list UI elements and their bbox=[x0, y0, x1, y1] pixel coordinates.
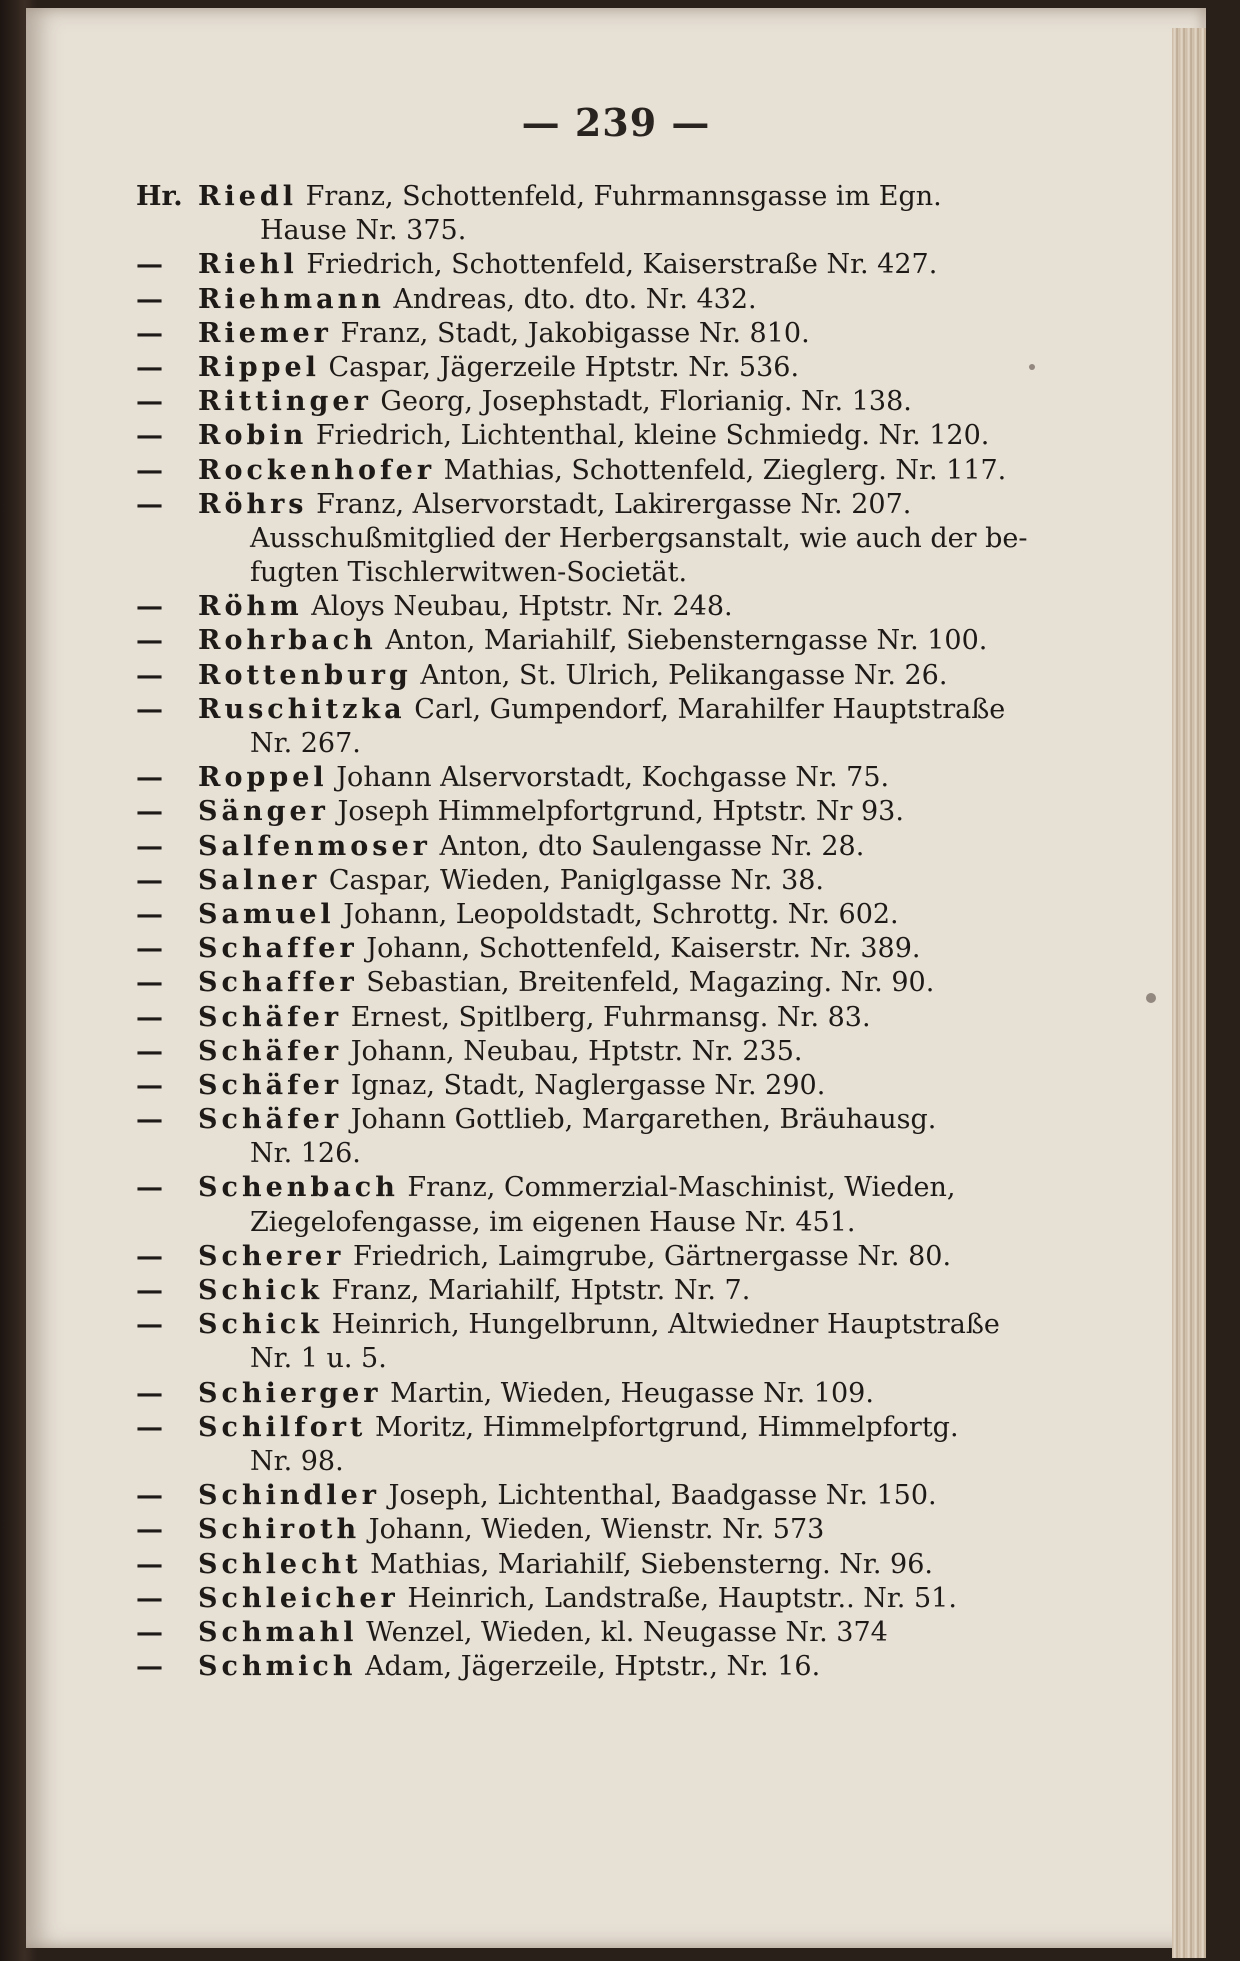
entry-surname: Schilfort bbox=[198, 1411, 367, 1443]
ditto-dash: — bbox=[136, 1104, 163, 1136]
entry-surname: Roppel bbox=[198, 762, 328, 794]
directory-entry bbox=[136, 898, 1096, 932]
entry-surname: Schaffer bbox=[198, 933, 358, 965]
directory-entry bbox=[136, 1616, 1096, 1650]
ditto-dash: — bbox=[136, 830, 163, 862]
entry-continuation: Nr. 1 u. 5. bbox=[250, 1343, 387, 1375]
directory-entry bbox=[136, 180, 1096, 214]
directory-entry bbox=[136, 932, 1096, 966]
entry-continuation: Nr. 267. bbox=[250, 728, 361, 759]
entry-details: Carl, Gumpendorf, Marahilfer Hauptstraße bbox=[414, 693, 1006, 725]
entry-surname: Rittinger bbox=[198, 386, 372, 418]
ditto-dash: — bbox=[136, 317, 163, 349]
entry-details: Franz, Mariahilf, Hptstr. Nr. 7. bbox=[331, 1275, 751, 1306]
entry-surname: Schaffer bbox=[198, 967, 358, 999]
entry-continuation: Nr. 126. bbox=[250, 1138, 361, 1170]
ditto-dash: — bbox=[136, 249, 163, 281]
entry-surname: Riehmann bbox=[198, 283, 385, 315]
ditto-dash: — bbox=[136, 693, 163, 725]
ink-spot bbox=[1146, 993, 1156, 1003]
directory-entry bbox=[136, 795, 1096, 829]
entry-details: Heinrich, Landstraße, Hauptstr.. Nr. 51. bbox=[407, 1582, 957, 1614]
directory-entry bbox=[136, 317, 1096, 351]
entry-details: Johann Alservorstadt, Kochgasse Nr. 75. bbox=[336, 762, 890, 794]
ditto-dash: — bbox=[136, 898, 163, 930]
entry-details: Franz, Commerzial-Maschinist, Wieden, bbox=[407, 1172, 956, 1204]
entry-details: Sebastian, Breitenfeld, Magazing. Nr. 90. bbox=[366, 967, 935, 999]
entry-details: Johann, Wieden, Wienstr. Nr. 573 bbox=[368, 1514, 825, 1546]
entry-surname: Riehl bbox=[198, 249, 298, 281]
ditto-dash: — bbox=[136, 967, 163, 999]
entry-details: Mathias, Mariahilf, Siebensterng. Nr. 96. bbox=[370, 1548, 933, 1580]
ditto-dash: — bbox=[136, 762, 163, 794]
entry-surname: Schenbach bbox=[198, 1172, 399, 1204]
ditto-dash: — bbox=[136, 386, 163, 418]
entry-details: Anton, Mariahilf, Siebensterngasse Nr. 100. bbox=[385, 625, 988, 657]
directory-entry bbox=[136, 1171, 1096, 1205]
entry-details: Anton, St. Ulrich, Pelikangasse Nr. 26. bbox=[420, 659, 948, 691]
entry-details: Johann, Leopoldstadt, Schrottg. Nr. 602. bbox=[343, 898, 899, 930]
directory-entry bbox=[136, 283, 1096, 317]
ditto-dash: — bbox=[136, 1035, 163, 1067]
directory-entry bbox=[136, 590, 1096, 624]
ditto-dash: — bbox=[136, 488, 163, 520]
ditto-dash: — bbox=[136, 933, 163, 965]
ditto-dash: — bbox=[136, 1548, 163, 1580]
entry-details: Joseph Himmelpfortgrund, Hptstr. Nr 93. bbox=[337, 796, 904, 828]
directory-entry bbox=[136, 761, 1096, 795]
directory-entry bbox=[136, 1582, 1096, 1616]
entry-surname: Rottenburg bbox=[198, 659, 412, 691]
entry-continuation: fugten Tischlerwitwen-Societät. bbox=[250, 557, 688, 589]
entry-details: Aloys Neubau, Hptstr. Nr. 248. bbox=[311, 591, 733, 623]
directory-entry bbox=[136, 864, 1096, 898]
entry-continuation: Nr. 98. bbox=[250, 1445, 344, 1477]
ditto-dash: — bbox=[136, 420, 163, 452]
entry-surname: Schmich bbox=[198, 1651, 357, 1683]
entry-surname: Schlecht bbox=[198, 1548, 362, 1580]
directory-entry bbox=[136, 1103, 1096, 1137]
ditto-dash: — bbox=[136, 283, 163, 315]
entry-details: Wenzel, Wieden, kl. Neugasse Nr. 374 bbox=[366, 1616, 888, 1648]
entry-surname: Schäfer bbox=[198, 1035, 343, 1067]
entry-details: Caspar, Wieden, Paniglgasse Nr. 38. bbox=[328, 864, 825, 896]
page-number: — 239 — bbox=[521, 100, 711, 145]
ditto-dash: — bbox=[136, 1309, 163, 1341]
entry-continuation: Ausschußmitglied der Herbergsanstalt, wie auch der be- bbox=[250, 522, 1028, 554]
directory-entry bbox=[136, 1377, 1096, 1411]
entry-surname: Schiroth bbox=[198, 1514, 361, 1546]
ditto-dash: — bbox=[136, 864, 163, 896]
entry-details: Caspar, Jägerzeile Hptstr. Nr. 536. bbox=[328, 351, 800, 383]
book-page bbox=[26, 8, 1206, 1948]
entry-surname: Salner bbox=[198, 864, 321, 896]
ditto-dash: — bbox=[136, 1480, 163, 1512]
ink-spot bbox=[1029, 364, 1035, 370]
ditto-dash: — bbox=[136, 1651, 163, 1683]
directory-entry bbox=[136, 1240, 1096, 1274]
honorific: Hr. bbox=[136, 181, 183, 212]
entry-details: Anton, dto Saulengasse Nr. 28. bbox=[439, 830, 865, 862]
directory-entry bbox=[136, 693, 1096, 727]
entry-surname: Rippel bbox=[198, 351, 320, 383]
directory-entry bbox=[136, 454, 1096, 488]
entry-details: Franz, Alservorstadt, Lakirergasse Nr. 207. bbox=[316, 488, 912, 520]
entry-details: Moritz, Himmelpfortgrund, Himmelpfortg. bbox=[375, 1411, 959, 1443]
ditto-dash: — bbox=[136, 1616, 163, 1648]
ditto-dash: — bbox=[136, 796, 163, 828]
ditto-dash: — bbox=[136, 1582, 163, 1614]
directory-entry bbox=[136, 1069, 1096, 1103]
page-edge bbox=[1172, 28, 1206, 1958]
entry-surname: Schleicher bbox=[198, 1582, 399, 1614]
directory-entry bbox=[136, 624, 1096, 658]
entry-surname: Riedl bbox=[198, 181, 298, 212]
directory-entries bbox=[136, 180, 1096, 1684]
entry-details: Friedrich, Schottenfeld, Kaiserstraße Nr. 427. bbox=[306, 249, 938, 281]
ditto-dash: — bbox=[136, 1069, 163, 1101]
entry-continuation: Hause Nr. 375. bbox=[260, 215, 467, 247]
directory-entry bbox=[136, 1308, 1096, 1342]
entry-details: Friedrich, Laimgrube, Gärtnergasse Nr. 80. bbox=[352, 1240, 952, 1272]
entry-surname: Röhrs bbox=[198, 488, 308, 520]
ditto-dash: — bbox=[136, 1001, 163, 1033]
entry-details: Adam, Jägerzeile, Hptstr., Nr. 16. bbox=[365, 1651, 821, 1683]
ditto-dash: — bbox=[136, 1275, 163, 1306]
entry-surname: Schick bbox=[198, 1309, 323, 1341]
entry-details: Joseph, Lichtenthal, Baadgasse Nr. 150. bbox=[388, 1480, 937, 1512]
entry-surname: Robin bbox=[198, 420, 308, 452]
entry-surname: Ruschitzka bbox=[198, 693, 406, 725]
entry-details: Franz, Stadt, Jakobigasse Nr. 810. bbox=[340, 317, 810, 349]
entry-details: Friedrich, Lichtenthal, kleine Schmiedg. Nr. 120. bbox=[315, 420, 990, 452]
directory-entry bbox=[136, 419, 1096, 453]
directory-entry bbox=[136, 1035, 1096, 1069]
directory-entry bbox=[136, 966, 1096, 1000]
entry-surname: Schmahl bbox=[198, 1616, 358, 1648]
entry-details: Johann Gottlieb, Margarethen, Bräuhausg. bbox=[350, 1104, 937, 1136]
entry-surname: Schick bbox=[198, 1275, 323, 1306]
entry-details: Ernest, Spitlberg, Fuhrmansg. Nr. 83. bbox=[350, 1001, 871, 1033]
entry-details: Georg, Josephstadt, Florianig. Nr. 138. bbox=[380, 386, 912, 418]
directory-entry bbox=[136, 1513, 1096, 1547]
entry-surname: Röhm bbox=[198, 591, 303, 623]
directory-entry bbox=[136, 1479, 1096, 1513]
entry-surname: Rockenhofer bbox=[198, 454, 436, 486]
ditto-dash: — bbox=[136, 591, 163, 623]
entry-details: Johann, Schottenfeld, Kaiserstr. Nr. 389. bbox=[366, 933, 921, 965]
entry-surname: Schäfer bbox=[198, 1104, 343, 1136]
directory-entry bbox=[136, 1001, 1096, 1035]
entry-details: Johann, Neubau, Hptstr. Nr. 235. bbox=[350, 1035, 803, 1067]
entry-surname: Schierger bbox=[198, 1377, 382, 1409]
entry-surname: Scherer bbox=[198, 1240, 345, 1272]
entry-surname: Samuel bbox=[198, 898, 335, 930]
ditto-dash: — bbox=[136, 351, 163, 383]
ditto-dash: — bbox=[136, 1240, 163, 1272]
entry-surname: Riemer bbox=[198, 317, 332, 349]
entry-details: Franz, Schottenfeld, Fuhrmannsgasse im Egn. bbox=[305, 181, 942, 212]
entry-details: Mathias, Schottenfeld, Zieglerg. Nr. 117. bbox=[443, 454, 1007, 486]
entry-surname: Schäfer bbox=[198, 1001, 343, 1033]
directory-entry bbox=[136, 830, 1096, 864]
entry-details: Heinrich, Hungelbrunn, Altwiedner Hauptstraße bbox=[331, 1309, 1000, 1341]
directory-entry bbox=[136, 1548, 1096, 1582]
directory-entry bbox=[136, 488, 1096, 522]
entry-surname: Schäfer bbox=[198, 1069, 343, 1101]
ditto-dash: — bbox=[136, 1377, 163, 1409]
directory-entry bbox=[136, 659, 1096, 693]
ditto-dash: — bbox=[136, 1514, 163, 1546]
entry-surname: Sänger bbox=[198, 796, 329, 828]
entry-continuation: Ziegelofengasse, im eigenen Hause Nr. 451. bbox=[250, 1206, 856, 1238]
entry-details: Martin, Wieden, Heugasse Nr. 109. bbox=[390, 1377, 874, 1409]
ditto-dash: — bbox=[136, 659, 163, 691]
entry-surname: Schindler bbox=[198, 1480, 380, 1512]
directory-entry bbox=[136, 1274, 1096, 1308]
ditto-dash: — bbox=[136, 454, 163, 486]
entry-surname: Rohrbach bbox=[198, 625, 377, 657]
directory-entry bbox=[136, 385, 1096, 419]
ditto-dash: — bbox=[136, 1411, 163, 1443]
entry-details: Ignaz, Stadt, Naglergasse Nr. 290. bbox=[350, 1069, 826, 1101]
ditto-dash: — bbox=[136, 1172, 163, 1204]
ditto-dash: — bbox=[136, 625, 163, 657]
directory-entry bbox=[136, 1650, 1096, 1684]
entry-surname: Salfenmoser bbox=[198, 830, 431, 862]
directory-entry bbox=[136, 1411, 1096, 1445]
directory-entry bbox=[136, 351, 1096, 385]
directory-entry bbox=[136, 248, 1096, 282]
entry-details: Andreas, dto. dto. Nr. 432. bbox=[393, 283, 757, 315]
